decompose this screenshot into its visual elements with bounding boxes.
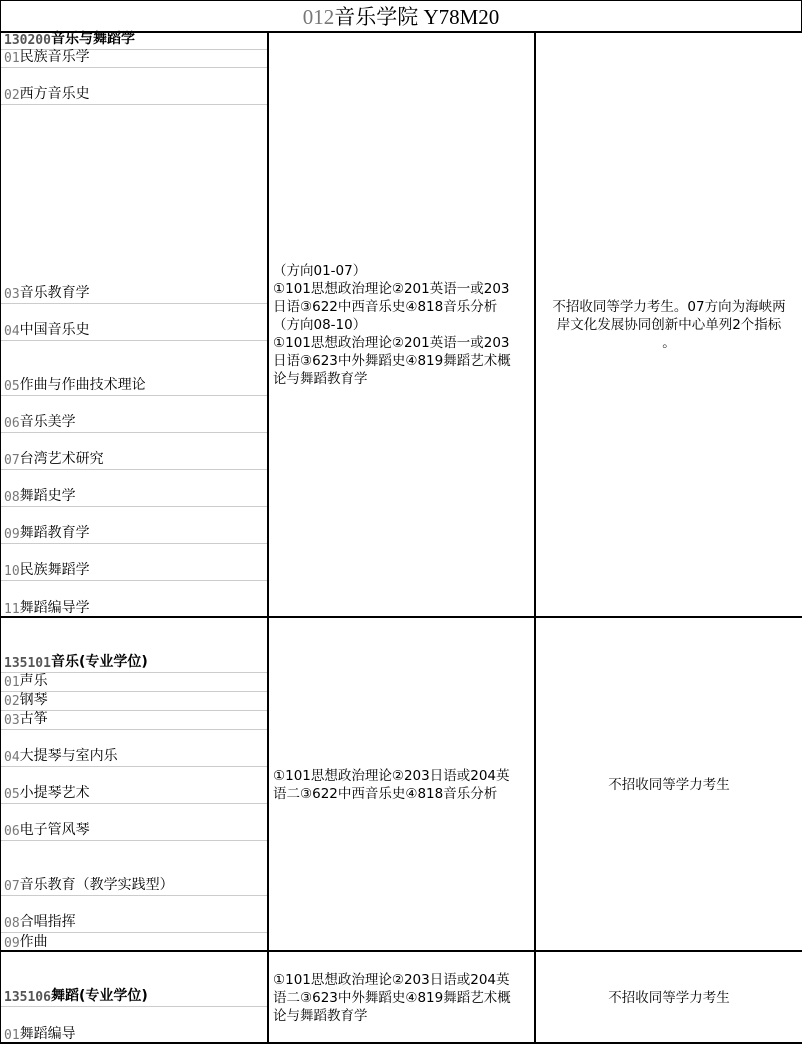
direction-name: 电子管风琴 [19, 822, 90, 838]
exam-line: （方向08-10） [273, 317, 367, 333]
direction-number: 07 [4, 879, 20, 894]
exam-line: 日语③623中外舞蹈史④819舞蹈艺术概 [273, 353, 511, 369]
direction-number: 05 [4, 379, 20, 394]
exam-line: 论与舞蹈教育学 [273, 1008, 368, 1024]
direction-number: 09 [4, 936, 20, 951]
direction-row [1, 470, 267, 507]
program-name: 舞蹈(专业学位) [50, 988, 148, 1004]
direction-number: 07 [4, 453, 20, 468]
notes-column [534, 32, 802, 618]
exam-subjects [273, 262, 531, 388]
exam-subjects-column [267, 32, 535, 618]
direction-name: 民族舞蹈学 [19, 562, 90, 578]
direction-name: 钢琴 [19, 692, 48, 708]
direction-row [1, 507, 267, 544]
notes [540, 298, 798, 352]
direction-row [1, 711, 267, 730]
direction-row [1, 767, 267, 804]
note-line: 。 [662, 335, 676, 351]
direction-row [1, 841, 267, 896]
program-directions-column [0, 618, 267, 952]
program-heading [1, 618, 267, 673]
section-divider [0, 1042, 802, 1044]
program-section [0, 618, 802, 952]
program-name: 音乐(专业学位) [50, 654, 148, 670]
note-line: 不招收同等学力考生 [608, 990, 730, 1006]
page-title: 012音乐学院 Y78M20 [0, 0, 802, 33]
direction-row [1, 544, 267, 581]
direction-number: 06 [4, 416, 20, 431]
program-directions-column [0, 32, 267, 618]
direction-number: 01 [4, 1028, 20, 1043]
direction-number: 09 [4, 527, 20, 542]
program-code: 135106 [4, 990, 51, 1005]
direction-number: 05 [4, 787, 20, 802]
direction-name: 作曲 [19, 934, 48, 950]
direction-row [1, 396, 267, 433]
direction-row [1, 304, 267, 341]
program-code: 135101 [4, 656, 51, 671]
exam-line: 论与舞蹈教育学 [273, 371, 368, 387]
direction-name: 中国音乐史 [19, 322, 90, 338]
exam-subjects-column [267, 952, 535, 1044]
direction-name: 西方音乐史 [19, 86, 90, 102]
direction-name: 合唱指挥 [19, 914, 76, 930]
program-name: 音乐与舞蹈学 [50, 31, 135, 47]
direction-name: 小提琴艺术 [19, 785, 90, 801]
exam-line: （方向01-07） [273, 263, 367, 279]
direction-row [1, 730, 267, 767]
direction-number: 08 [4, 490, 20, 505]
program-code: 130200 [4, 33, 51, 48]
direction-name: 舞蹈教育学 [19, 525, 90, 541]
direction-name: 舞蹈编导 [19, 1026, 76, 1042]
direction-number: 06 [4, 824, 20, 839]
exam-line: ①101思想政治理论②203日语或204英 [273, 768, 510, 784]
notes-column [534, 952, 802, 1044]
program-section [0, 952, 802, 1044]
program-section [0, 32, 802, 618]
direction-name: 古筝 [19, 711, 48, 727]
direction-name: 音乐教育（教学实践型） [19, 877, 174, 893]
exam-line: 语二③622中西音乐史④818音乐分析 [273, 786, 498, 802]
direction-number: 03 [4, 287, 20, 302]
direction-row [1, 1007, 267, 1044]
direction-name: 台湾艺术研究 [19, 451, 104, 467]
program-directions-column [0, 952, 267, 1044]
direction-row [1, 68, 267, 105]
exam-line: ①101思想政治理论②203日语或204英 [273, 972, 510, 988]
exam-subjects-column [267, 618, 535, 952]
direction-row [1, 896, 267, 933]
exam-line: 语二③623中外舞蹈史④819舞蹈艺术概 [273, 990, 511, 1006]
direction-row [1, 433, 267, 470]
notes [540, 776, 798, 794]
direction-row [1, 341, 267, 396]
direction-name: 舞蹈编导学 [19, 600, 90, 616]
direction-number: 04 [4, 324, 20, 339]
direction-name: 声乐 [19, 673, 48, 689]
direction-number: 03 [4, 713, 20, 728]
direction-number: 02 [4, 694, 20, 709]
notes [540, 989, 798, 1007]
note-line: 岸文化发展协同创新中心单列2个指标 [556, 317, 782, 333]
program-heading [1, 952, 267, 1007]
direction-number: 01 [4, 51, 20, 66]
direction-number: 04 [4, 750, 20, 765]
exam-subjects [273, 971, 531, 1025]
exam-line: 日语③622中西音乐史④818音乐分析 [273, 299, 498, 315]
direction-name: 音乐教育学 [19, 285, 90, 301]
direction-name: 舞蹈史学 [19, 488, 76, 504]
direction-name: 大提琴与室内乐 [19, 748, 118, 764]
notes-column [534, 618, 802, 952]
direction-name: 音乐美学 [19, 414, 76, 430]
direction-number: 08 [4, 916, 20, 931]
note-line: 不招收同等学力考生 [608, 777, 730, 793]
direction-number: 10 [4, 564, 20, 579]
exam-line: ①101思想政治理论②201英语一或203 [273, 281, 510, 297]
direction-name: 作曲与作曲技术理论 [19, 377, 146, 393]
exam-subjects [273, 767, 531, 803]
direction-number: 02 [4, 88, 20, 103]
direction-number: 11 [4, 602, 20, 617]
direction-row [1, 581, 267, 618]
exam-line: ①101思想政治理论②201英语一或203 [273, 335, 510, 351]
direction-number: 01 [4, 675, 20, 690]
direction-name: 民族音乐学 [19, 49, 90, 65]
note-line: 不招收同等学力考生。07方向为海峡两 [552, 299, 786, 315]
direction-row [1, 105, 267, 304]
direction-row [1, 804, 267, 841]
direction-row [1, 50, 267, 68]
